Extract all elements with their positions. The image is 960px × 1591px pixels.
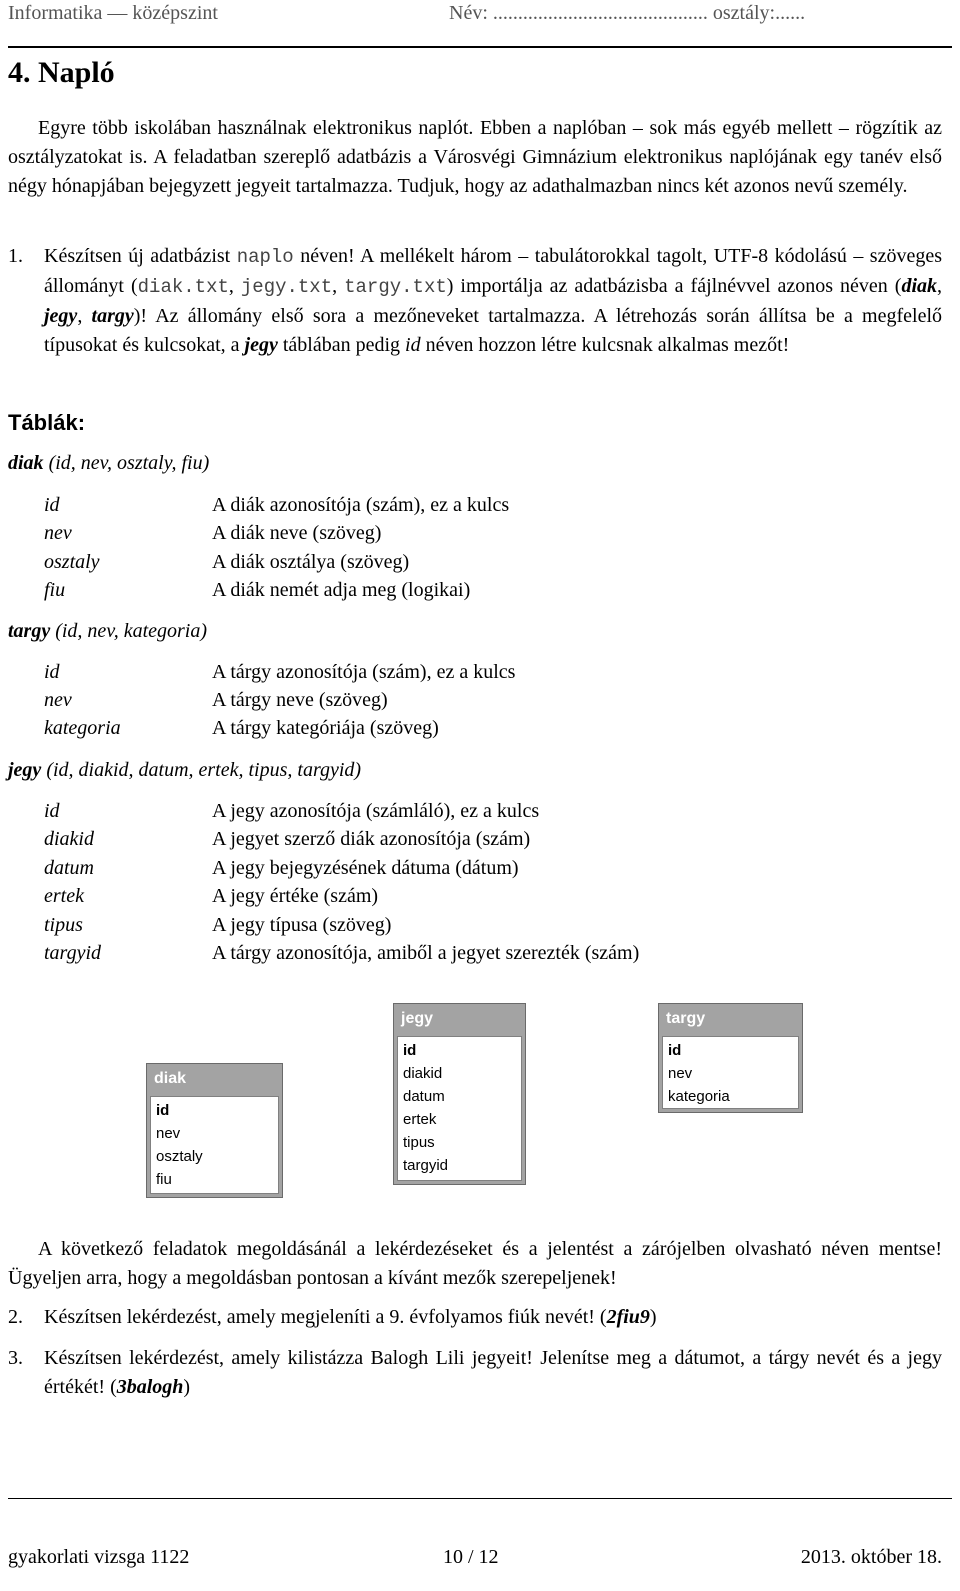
diagram-field: kategoria — [668, 1088, 730, 1105]
field-description: A jegyet szerző diák azonosítója (szám) — [212, 828, 531, 850]
field-name: tipus — [44, 914, 83, 936]
diagram-table-title: targy — [666, 1010, 706, 1027]
diagram-table-jegy[interactable] — [393, 1003, 526, 1185]
db-name: naplo — [236, 246, 294, 268]
field-name: id — [44, 494, 60, 516]
header-name-class: Név: ........................................... osztály:...... — [449, 2, 806, 24]
diagram-key-field: id — [403, 1042, 417, 1059]
field-description: A jegy típusa (szöveg) — [212, 914, 392, 936]
field-name: osztaly — [44, 551, 100, 573]
task-number: 2. — [8, 1306, 23, 1328]
field-name: targyid — [44, 942, 102, 964]
header-divider — [8, 46, 952, 48]
diagram-field: ertek — [403, 1111, 437, 1128]
diagram-field: nev — [156, 1125, 181, 1142]
field-description: A jegy értéke (szám) — [212, 885, 379, 907]
save-name: 3balogh — [116, 1376, 184, 1398]
footer-page-number: 10 / 12 — [443, 1546, 499, 1568]
task-number: 3. — [8, 1347, 23, 1369]
intro-paragraph: Egyre több iskolában használnak elektronikus naplót. Ebben a naplóban – sok más egyéb mellett – rögzítik az osztályzatokat is. A feladatban szereplő adatbázis a Városvégi Gimnázium elektronikus naplójának egy tanév első négy hónapjában bejegyzett jegyeit tartalmazza. Tudjuk, hogy az adathalmazban nincs két azonos nevű személy. — [8, 117, 942, 197]
field-description: A tárgy azonosítója (szám), ez a kulcs — [212, 661, 516, 683]
file-name: jegy.txt — [240, 276, 333, 298]
diagram-field: fiu — [156, 1171, 172, 1188]
task2-text: Készítsen lekérdezést, amely megjeleníti a 9. évfolyamos fiúk nevét! (2fiu9) — [44, 1306, 657, 1328]
field-description: A tárgy kategóriája (szöveg) — [212, 717, 439, 739]
diagram-field: osztaly — [156, 1148, 203, 1165]
diagram-table-diak[interactable] — [146, 1063, 283, 1198]
field-name: id — [44, 661, 60, 683]
field-name: ertek — [44, 885, 84, 907]
diagram-field: diakid — [403, 1065, 443, 1082]
field-name: diakid — [44, 828, 94, 850]
field-description: A diák azonosítója (szám), ez a kulcs — [212, 494, 510, 516]
field-description: A jegy azonosítója (számláló), ez a kulcs — [212, 800, 540, 822]
task-number: 1. — [8, 245, 23, 267]
diagram-table-targy[interactable] — [658, 1003, 803, 1113]
footer-exam: gyakorlati vizsga 1122 — [8, 1546, 190, 1568]
header-subject: Informatika — középszint — [8, 2, 218, 24]
field-name: id — [44, 800, 60, 822]
field-name: datum — [44, 857, 94, 879]
field-description: A jegy bejegyzésének dátuma (dátum) — [212, 857, 519, 879]
diagram-table-title: diak — [154, 1070, 187, 1087]
file-name: diak.txt — [137, 276, 229, 298]
field-name: fiu — [44, 579, 66, 601]
footer-divider — [8, 1498, 952, 1499]
footer-date: 2013. október 18. — [800, 1546, 942, 1568]
field-name: nev — [44, 522, 72, 544]
instructions-note: A következő feladatok megoldásánál a lekérdezéseket és a jelentést a zárójelben olvasható néven mentse! Ügyeljen arra, hogy a megoldásban pontosan a kívánt mezők szerepeljenek! — [8, 1238, 942, 1289]
field-description: A tárgy neve (szöveg) — [212, 689, 388, 711]
diagram-key-field: id — [156, 1102, 170, 1119]
field-name: kategoria — [44, 717, 121, 739]
table-signature: targy (id, nev, kategoria) — [8, 620, 208, 642]
page-header — [8, 0, 952, 36]
tables-heading: Táblák: — [8, 410, 86, 435]
diagram-field: datum — [403, 1088, 445, 1105]
diagram-field: nev — [668, 1065, 693, 1082]
table-signature: diak (id, nev, osztaly, fiu) — [8, 452, 210, 474]
field-description: A diák nemét adja meg (logikai) — [212, 579, 471, 601]
diagram-field: tipus — [403, 1134, 435, 1151]
task1-text: Készítsen új adatbázist naplo néven! A mellékelt három – tabulátorokkal tagolt, UTF-8 kódolású – szöveges állományt (diak.txt, jegy.txt, targy.txt) importálja az adatbázisba a fájlnévvel azonos néven (diak, jegy, targy)! Az állomány első sora a mezőneveket tartalmazza. A létrehozás során állítsa be a megfelelő típusokat és kulcsokat, a jegy táblában pedig id néven hozzon létre kulcsnak alkalmas mezőt! — [44, 245, 943, 356]
field-description: A diák neve (szöveg) — [212, 522, 382, 544]
diagram-table-title: jegy — [401, 1010, 434, 1027]
field-description: A diák osztálya (szöveg) — [212, 551, 410, 573]
page-title: 4. Napló — [8, 56, 115, 89]
table-signature: jegy (id, diakid, datum, ertek, tipus, targyid) — [8, 759, 362, 781]
field-description: A tárgy azonosítója, amiből a jegyet szerezték (szám) — [212, 942, 640, 964]
save-name: 2fiu9 — [606, 1306, 650, 1328]
file-name: targy.txt — [344, 276, 447, 298]
diagram-field: targyid — [403, 1157, 449, 1174]
diagram-key-field: id — [668, 1042, 682, 1059]
task3-text: Készítsen lekérdezést, amely kilistázza Balogh Lili jegyeit! Jelenítse meg a dátumot, a tárgy nevét és a jegy értékét! (3balogh) — [44, 1347, 942, 1398]
field-name: nev — [44, 689, 72, 711]
